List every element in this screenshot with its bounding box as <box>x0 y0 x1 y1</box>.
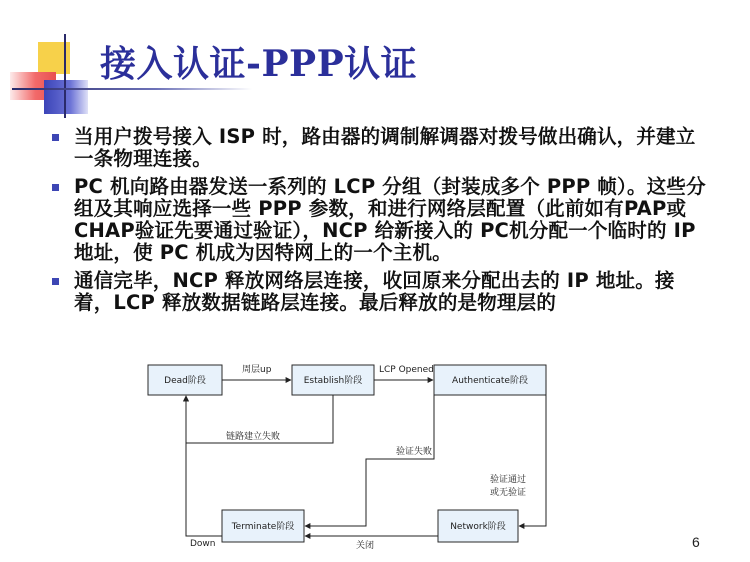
decor-square-blue <box>44 80 88 114</box>
decor-horizontal-line <box>12 88 252 90</box>
bullet-item <box>50 126 710 170</box>
transition-label-auth-pass: 验证通过 <box>490 475 527 485</box>
state-label-establish: Establish阶段 <box>303 376 363 386</box>
transition-label-down: Down <box>190 539 216 549</box>
transition-label-up: 周层up <box>242 365 272 375</box>
transition-label-close: 关闭 <box>356 541 375 550</box>
bullet-marker <box>52 278 59 285</box>
state-label-authenticate: Authenticate阶段 <box>452 376 528 386</box>
transition-label-link-fail: 链路建立失败 <box>226 432 281 442</box>
bullet-list <box>50 126 710 320</box>
bullet-item <box>50 270 710 314</box>
bullet-marker <box>52 134 59 141</box>
bullet-text: 当用户拨号接入 ISP 时，路由器的调制解调器对拨号做出确认，并建立一条物理连接。 <box>74 125 696 170</box>
transition-label-auth-fail: 验证失败 <box>396 447 433 457</box>
page-number: 6 <box>692 534 700 550</box>
decor-vertical-line <box>64 34 66 118</box>
transition-label-auth-skip: 或无验证 <box>490 488 527 498</box>
ppp-state-diagram <box>138 360 558 550</box>
state-label-network: Network阶段 <box>450 522 506 532</box>
bullet-text: PC 机向路由器发送一系列的 LCP 分组（封装成多个 PPP 帧）。这些分组及其响应选择一些 PPP 参数，和进行网络层配置（此前如有PAP或CHAP验证先要通过验证），NCP 给新接入的 PC机分配一个临时的 IP 地址，使 PC 机成为因特网上的一个主机。 <box>74 175 706 264</box>
bullet-item <box>50 176 710 264</box>
transition-label-lcp-opened: LCP Opened <box>379 365 434 375</box>
state-label-terminate: Terminate阶段 <box>231 522 295 532</box>
bullet-text: 通信完毕，NCP 释放网络层连接，收回原来分配出去的 IP 地址。接着，LCP 释放数据链路层连接。最后释放的是物理层的 <box>74 269 675 314</box>
slide-title: 接入认证-PPP认证 <box>100 43 418 85</box>
state-label-dead: Dead阶段 <box>164 376 206 386</box>
bullet-marker <box>52 184 59 191</box>
